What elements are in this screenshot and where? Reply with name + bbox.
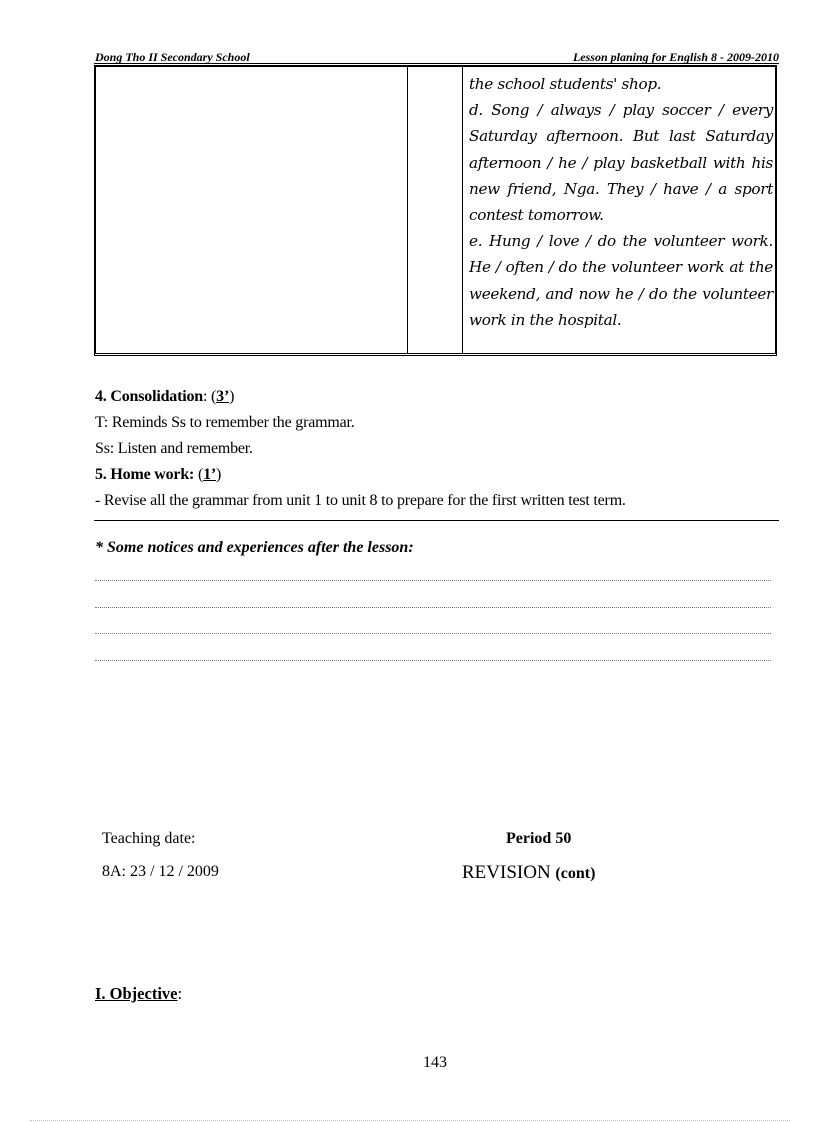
objective-heading: I. Objective:	[95, 984, 183, 1003]
table-column-divider	[407, 67, 408, 353]
header-lesson-plan: Lesson planing for English 8 - 2009-2010	[572, 50, 779, 64]
header-rule	[94, 63, 779, 64]
class-date: 8A: 23 / 12 / 2009	[102, 863, 219, 880]
notes-dotted-line	[95, 607, 771, 608]
exercise-line: e. Hung / love / do the volunteer work.	[469, 232, 773, 251]
exercise-line: contest tomorrow.	[469, 206, 604, 225]
exercise-line: weekend, and now he / do the volunteer	[469, 284, 773, 303]
homework-time: 1’	[203, 466, 217, 483]
exercise-line: Saturday afternoon. But last Saturday	[469, 127, 773, 146]
notes-dotted-line	[95, 660, 771, 661]
consolidation-teacher-line: T: Reminds Ss to remember the grammar.	[95, 414, 355, 431]
page-number: 143	[423, 1054, 447, 1071]
consolidation-heading: 4. Consolidation: (3’)	[95, 388, 235, 405]
table-column-divider	[462, 67, 463, 353]
consolidation-time: 3’	[216, 388, 230, 405]
exercise-line: afternoon / he / play basketball with his	[469, 153, 773, 172]
footer-dotted-rule	[30, 1120, 790, 1121]
homework-instruction: - Revise all the grammar from unit 1 to unit 8 to prepare for the first written test term.	[95, 492, 626, 509]
header-school-name: Dong Tho II Secondary School	[95, 50, 250, 64]
teaching-date-label: Teaching date:	[102, 830, 196, 847]
exercise-line: new friend, Nga. They / have / a sport	[469, 179, 773, 198]
homework-heading: 5. Home work: (1’)	[95, 466, 222, 483]
notes-dotted-line	[95, 633, 771, 634]
lesson-table	[94, 65, 777, 356]
section-divider	[94, 520, 779, 521]
table-exercise-cell	[469, 71, 773, 333]
consolidation-students-line: Ss: Listen and remember.	[95, 440, 253, 457]
period-number: Period 50	[506, 830, 572, 847]
notes-dotted-line	[95, 580, 771, 581]
lesson-title: REVISION (cont)	[462, 862, 596, 883]
notices-heading: * Some notices and experiences after the lesson:	[95, 539, 414, 556]
exercise-line: d. Song / always / play soccer / every	[469, 101, 773, 120]
exercise-line: work in the hospital.	[469, 310, 622, 329]
exercise-line: He / often / do the volunteer work at the	[469, 258, 773, 277]
exercise-line: the school students' shop.	[469, 75, 662, 93]
